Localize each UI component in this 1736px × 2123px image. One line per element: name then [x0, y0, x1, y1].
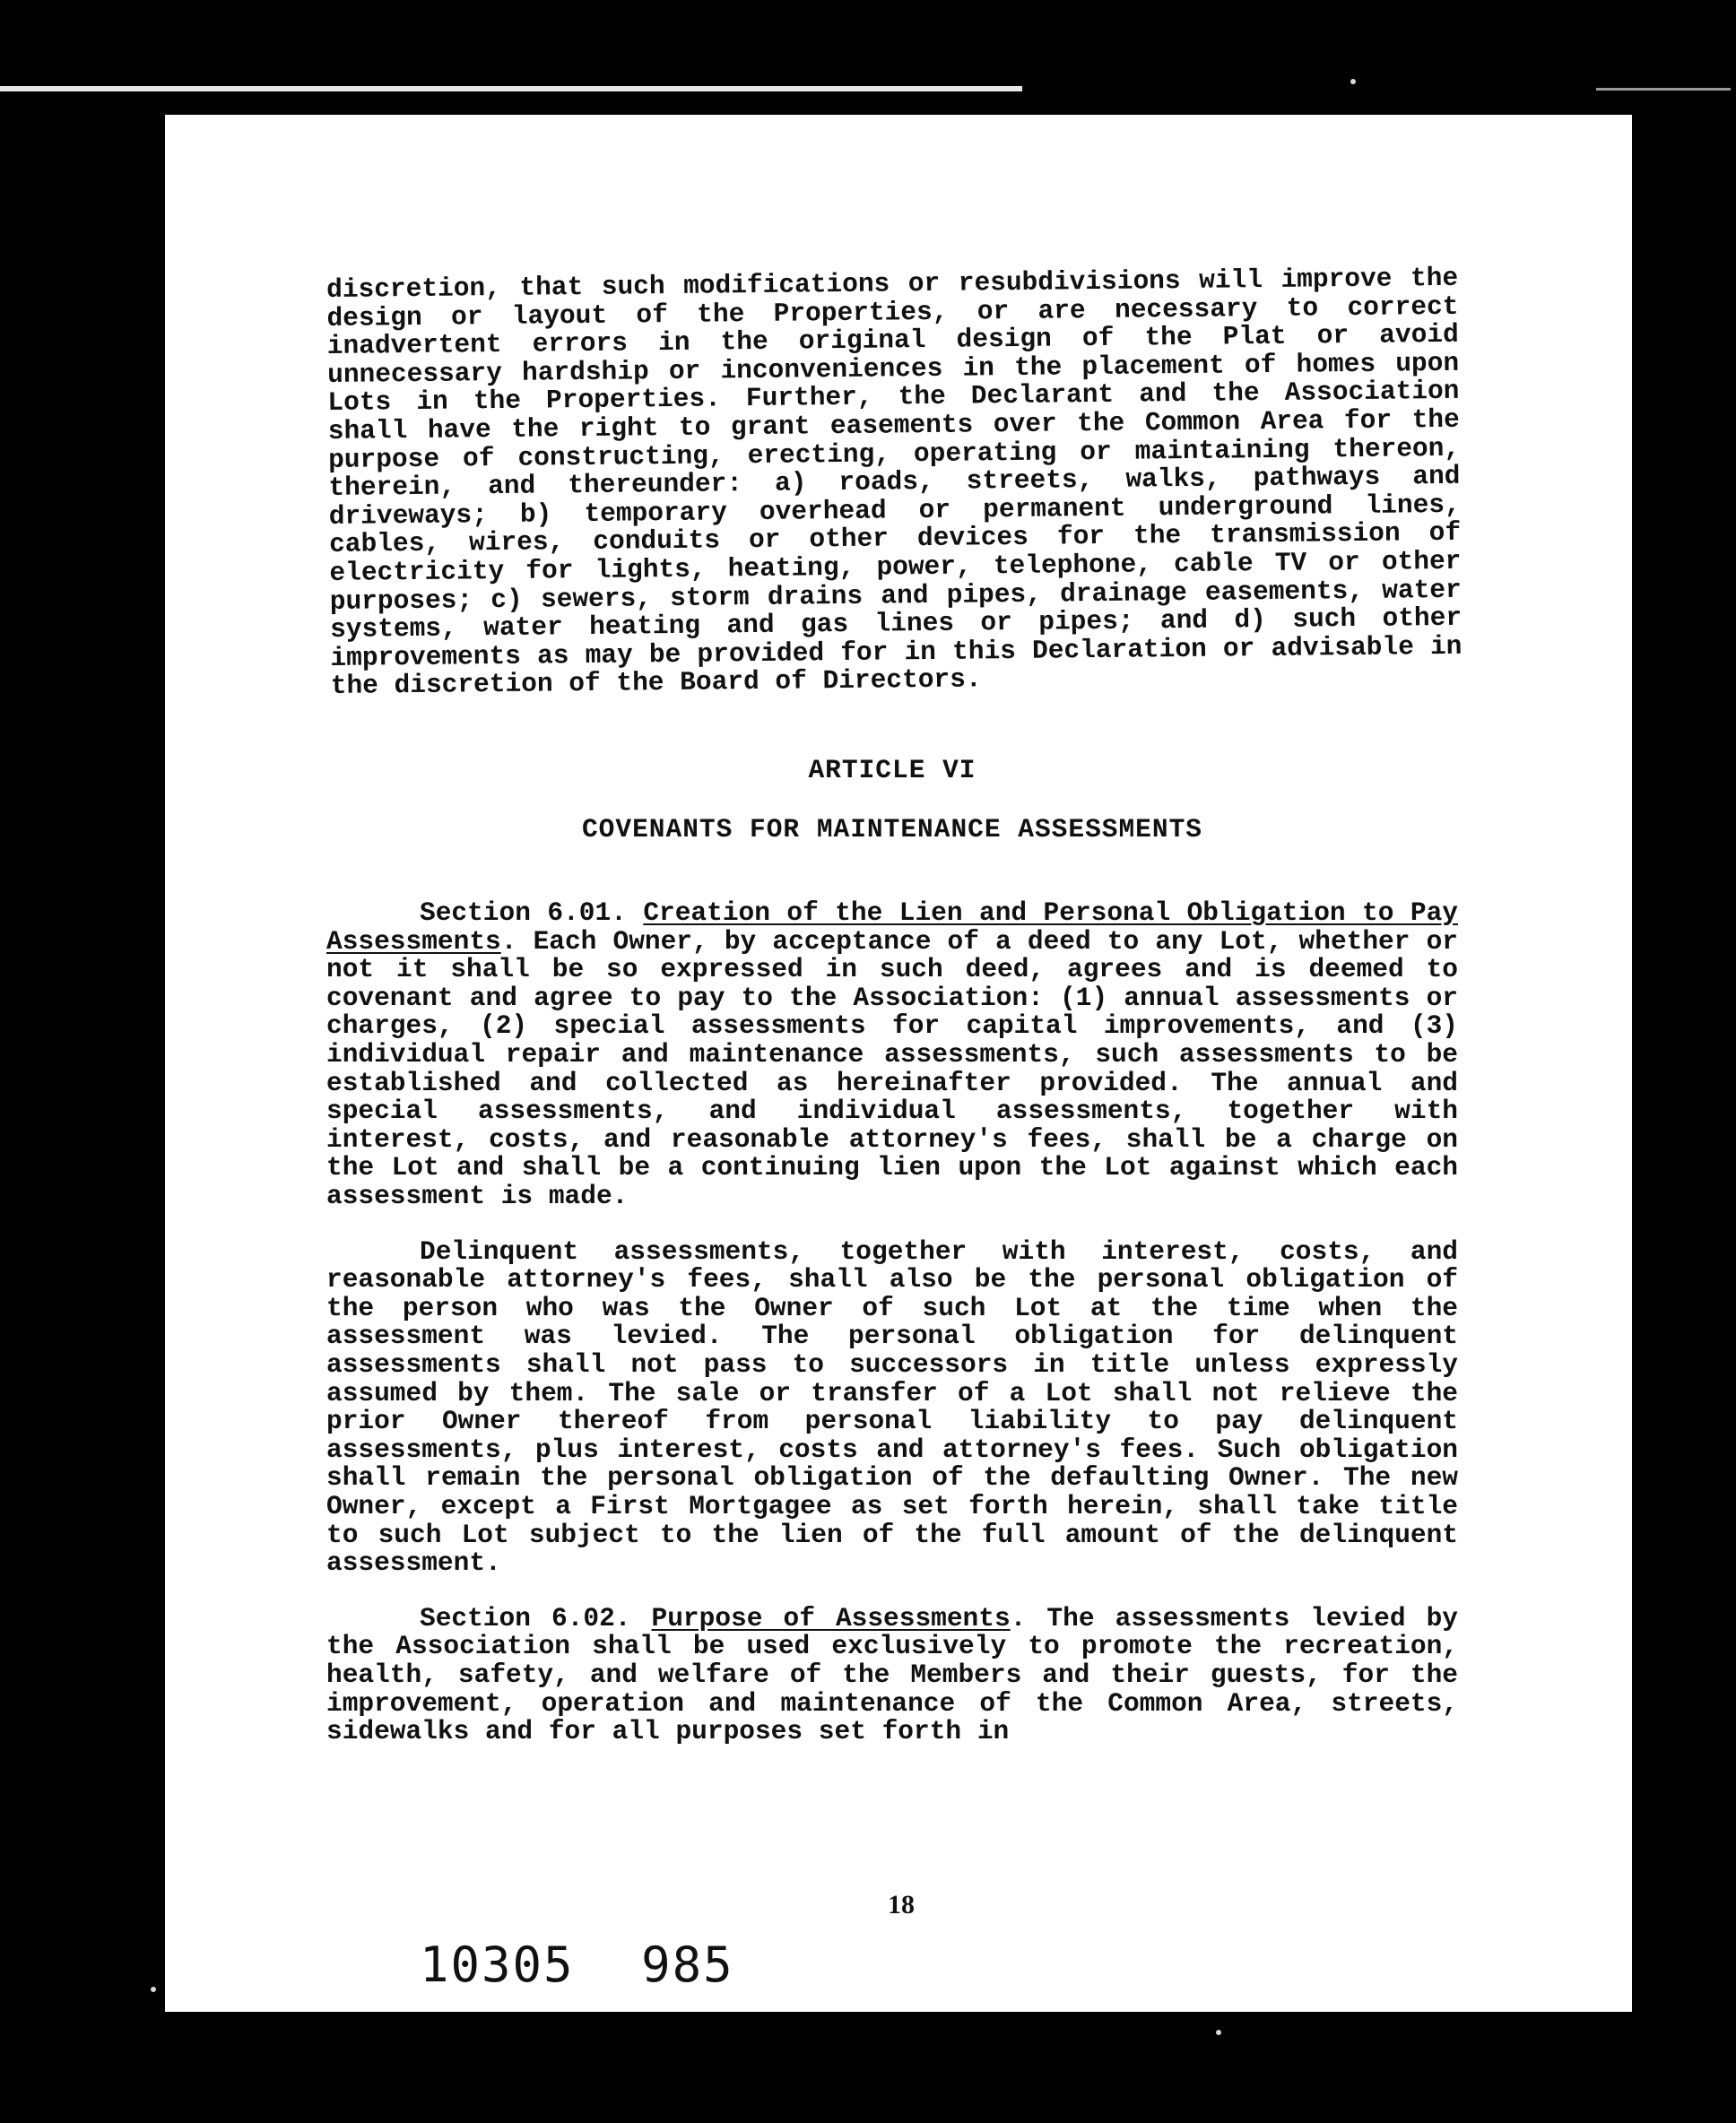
scan-speck — [151, 1987, 156, 1992]
scan-edge-dash — [1596, 88, 1731, 91]
section-6-02-heading: Purpose of Assessments — [651, 1602, 1011, 1633]
scan-edge-line — [0, 86, 1022, 91]
article-title: COVENANTS FOR MAINTENANCE ASSESSMENTS — [581, 813, 1202, 845]
stamp-number-left: 10305 — [420, 1937, 575, 1993]
scan-speck — [1350, 79, 1356, 84]
stamp-number-right: 985 — [641, 1937, 734, 1993]
scan-speck — [1216, 2030, 1221, 2035]
delinquent-assessments-paragraph: Delinquent assessments, together with interest, costs, and reasonable attorney's fees, shall also be the personal obligation of the person who was the Owner of such Lot at the time when the assessment was levied. The personal obligation for delinquent assessments shall not pass to successors in title unless expressly assumed by them. The sale or transfer of a Lot shall not relieve the prior Owner thereof from personal liability to pay delinquent assessments, plus interest, costs and attorney's fees. Such obligation shall remain the personal obligation of the defaulting Owner. The new Owner, except a First Mortgagee as set forth herein, shall take title to such Lot subject to the lien of the full amount of the delinquent assessment. — [326, 1235, 1458, 1579]
section-6-01-paragraph — [326, 899, 1458, 1211]
section-6-01-text: . Each Owner, by acceptance of a deed to any Lot, whether or not it shall be so expressed in such deed, agrees and is deemed to covenant and agree to pay to the Association: (1) annual assessments or charges, (2) special assessments for capital improvements, and (3) individual repair and maintenance assessments, such assessments to be established and collected as hereinafter provided. The annual and special assessments, and individual assessments, together with interest, costs, and reasonable attorney's fees, shall be a charge on the Lot and shall be a continuing lien upon the Lot against which each assessment is made. — [326, 925, 1458, 1212]
section-6-01-heading: Creation of the Lien and Personal Obligation to Pay Assessments — [326, 897, 1458, 957]
document-stamp-number — [420, 1937, 734, 1993]
article-number: ARTICLE VI — [808, 754, 976, 785]
document-page — [165, 115, 1632, 2012]
section-6-02-paragraph — [326, 1602, 1459, 1747]
document-body — [326, 262, 1463, 1747]
section-6-01-label: Section 6.01. — [420, 897, 627, 929]
section-6-02-text: . The assessments levied by the Association shall be used exclusively to promote the recreation, health, safety, and welfare of the Members and their guests, for the improvement, operation and maintenance of the Common Area, streets, sidewalks and for all purposes set forth in — [326, 1602, 1459, 1747]
opening-paragraph: discretion, that such modifications or resubdivisions will improve the design or layout of the Properties, or are necessary to correct inadvertent errors in the original design of the Plat or avoid unnecessary hardship or inconveniences in the placement of homes upon Lots in the Properties. Further, the Declarant and the Association shall have the right to grant easements over the Common Area for the purpose of constructing, erecting, operating or maintaining thereon, therein, and thereunder: a) roads, streets, walks, pathways and driveways; b) temporary overhead or permanent underground lines, cables, wires, conduits or other devices for the transmission of electricity for lights, heating, power, telephone, cable TV or other purposes; c) sewers, storm drains and pipes, drainage easements, water systems, water heating and gas lines or pipes; and d) such other improvements as may be provided for in this Declaration or advisable in the discretion of the Board of Directors. — [326, 262, 1463, 702]
page-number: 18 — [888, 1890, 915, 1919]
section-6-02-label: Section 6.02. — [420, 1602, 631, 1633]
